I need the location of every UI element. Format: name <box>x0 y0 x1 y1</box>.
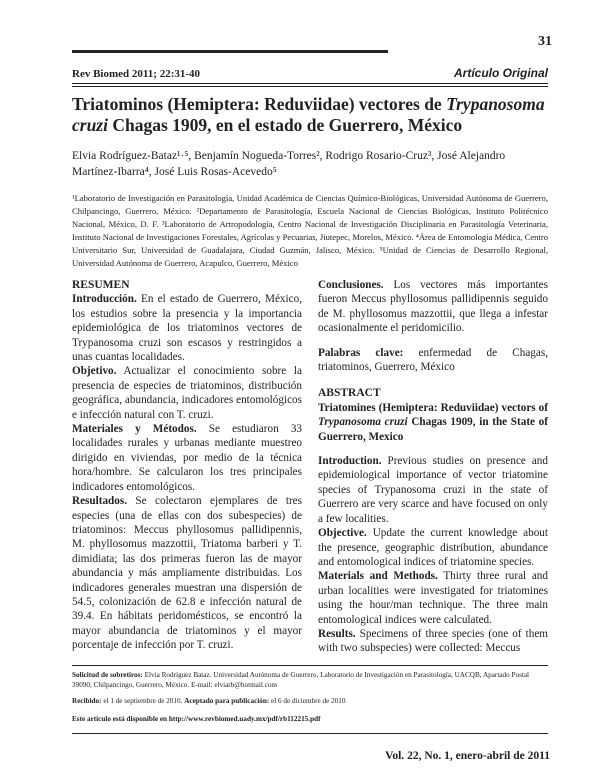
resumen-obj-label: Objetivo. <box>72 365 117 378</box>
resumen-heading: RESUMEN <box>72 279 130 291</box>
abstract-methods <box>318 569 548 627</box>
resumen-kw-label: Palabras clave: <box>318 346 404 359</box>
abstract-intro <box>318 454 548 526</box>
abstract-results <box>318 627 548 656</box>
resumen-res-text: Se colectaron ejemplares de tres especies (una de ellas con dos subespecies) de triatominos: Meccus phyllosomus pallidipennis, M. phyllosomus mazzottii, Triatoma barberi y T. dimidiata; las dos primeras fueron las de mayor abundancia y más ampliamente distribuidas. Los indicadores generales muestran una dispersión de 54.5, colonización de 62.8 e infección natural de 39.4. En hábitats peridomésticos, se encontró la mayor abundancia de triatominos y el mayor porcentaje de infección por T. cruzi. <box>72 495 302 652</box>
accepted-label: Aceptado para publicación: <box>184 697 270 705</box>
abstract-title-part1: Triatomines (Hemiptera: Reduviidae) vectors of <box>318 401 548 414</box>
resumen-intro-label: Introducción. <box>72 293 137 306</box>
title-part2: Chagas 1909, en el estado de Guerrero, México <box>107 115 463 135</box>
resumen-conclusions <box>318 278 548 336</box>
header-rule <box>72 83 548 89</box>
abstract-intro-text: Previous studies on presence and epidemiological importance of vector triatomine species of Trypanosoma cruzi in the state of Guerrero are very scarce and have focused on only a few localities. <box>318 455 548 525</box>
resumen-mat-text: Se estudiaron 33 localidades rurales y urbanas mediante muestreo dirigido en viviendas, por medio de la técnica hora/hombre. Se calcularon los tres principales indicadores entomológicos. <box>72 423 303 493</box>
abstract-res-label: Results. <box>318 627 356 640</box>
title-italic: Trypanosoma cruzi <box>72 94 545 135</box>
abstract-mat-text: Thirty three rural and urban localities were investigated for triatomines using the hour/man technique. The three main entomological indices were calculated. <box>318 570 548 626</box>
resumen-results <box>72 494 302 652</box>
resumen-kw-text: enfermedad de Chagas, triatominos, Guerrero, México <box>318 346 548 374</box>
accepted-text: el 6 de diciembre de 2010 <box>269 697 346 705</box>
resumen-intro <box>72 292 302 364</box>
abstract-heading: ABSTRACT <box>318 387 381 400</box>
resumen-intro-text: En el estado de Guerrero, México, los estudios sobre la presencia y la importancia epidemiológica de los triatominos vectores de Trypanosoma cruzi son escasos y restringidos a unas cuantas localidades. <box>72 293 302 364</box>
correspondence-label: Solicitud de sobretiros: <box>72 671 143 679</box>
abstract-intro-label: Introduction. <box>318 455 382 468</box>
resumen-obj-text: Actualizar el conocimiento sobre la presencia de especies de triatominos, distribución geográfica, abundancia, indicadores entomológicos e infección natural con T. cruzi. <box>72 365 302 421</box>
article-title <box>72 94 548 136</box>
abstract-res-text: Specimens of three species (one of them with two subspecies) were collected: Meccus <box>318 627 548 655</box>
resumen-objective <box>72 364 302 422</box>
abstract-title <box>318 401 548 444</box>
abstract-mat-label: Materials and Methods. <box>318 570 438 583</box>
correspondence-note <box>72 670 548 690</box>
top-rule <box>72 50 388 53</box>
affiliations: ¹Laboratorio de Investigación en Parasitología, Unidad Académica de Ciencias Químico-Biológicas, Universidad Autónoma de Guerrero, Chilpancingo, Guerrero, México. ²Departamento de Parasitología, Escuela Nacional de Ciencias Biológicas, Instituto Politécnico Nacional, México, D. F. ³Laboratorio de Artropodología, Centro Nacional de Investigación Disciplinaria en Parasitología Veterinaria, Instituto Nacional de Investigaciones Forestales, Agrícolas y Pecuarias, Jiutepec, Morelos, México. ⁴Área de Entomología Médica, Centro Universitario Sur, Universidad de Guadalajara, Ciudad Guzmán, Jalisco, México. ⁵Unidad de Ciencias de Desarrollo Regional, Universidad Autónoma de Guerrero, Acapulco, Guerrero, México <box>72 193 548 268</box>
received-text: el 1 de septiembre de 2010. <box>101 697 183 705</box>
title-part1: Triatominos (Hemiptera: Reduviidae) vectores de <box>72 94 447 114</box>
footnote-rule <box>72 665 548 666</box>
dates-note <box>72 696 548 706</box>
resumen-res-label: Resultados. <box>72 495 128 508</box>
page-number: 31 <box>538 34 552 49</box>
resumen-con-label: Conclusiones. <box>318 279 384 291</box>
abstract-title-italic: Trypanosoma cruzi <box>318 416 408 429</box>
availability-note: Este artículo está disponible en http://www.revbiomed.uady.mx/pdf/rb112215.pdf <box>72 715 321 723</box>
abstract-obj-text: Update the current knowledge about the presence, geographic distribution, abundance and entomological indices of triatomine species. <box>318 527 548 568</box>
section-label: Artículo Original <box>453 66 548 80</box>
resumen-mat-label: Materiales y Métodos. <box>72 423 197 436</box>
abstract-title-part2: Chagas 1909, in the State of Guerrero, Mexico <box>318 416 548 443</box>
resumen-con-text: Los vectores más importantes fueron Meccus phyllosomus pallidipennis seguido de M. phyllosomus mazzottii, que llega a infestar ocasionalmente el peridomicilio. <box>318 279 548 335</box>
volume-info: Vol. 22, No. 1, enero-abril de 2011 <box>385 750 550 762</box>
resumen-methods <box>72 422 302 494</box>
abstract-obj-label: Objective. <box>318 527 367 540</box>
bottom-rule <box>72 733 548 734</box>
journal-citation: Rev Biomed 2011; 22:31-40 <box>72 68 201 80</box>
abstract-column <box>318 278 548 656</box>
abstract-objective <box>318 526 548 569</box>
resumen-column <box>72 278 302 653</box>
received-label: Recibido: <box>72 697 102 705</box>
correspondence-text: Elvia Rodríguez Bataz. Universidad Autónoma de Guerrero, Laboratorio de Investigación en Parasitología, UACQB, Apartado Postal 39090, Chilpancingo, Guerrero, México. E-mail: elviarb@hotmail.com <box>72 671 530 689</box>
authors: Elvia Rodríguez-Bataz¹·⁵, Benjamín Nogueda-Torres², Rodrigo Rosario-Cruz³, José Alejandro Martínez-Ibarra⁴, José Luis Rosas-Acevedo⁵ <box>72 150 506 178</box>
resumen-keywords <box>318 346 548 375</box>
